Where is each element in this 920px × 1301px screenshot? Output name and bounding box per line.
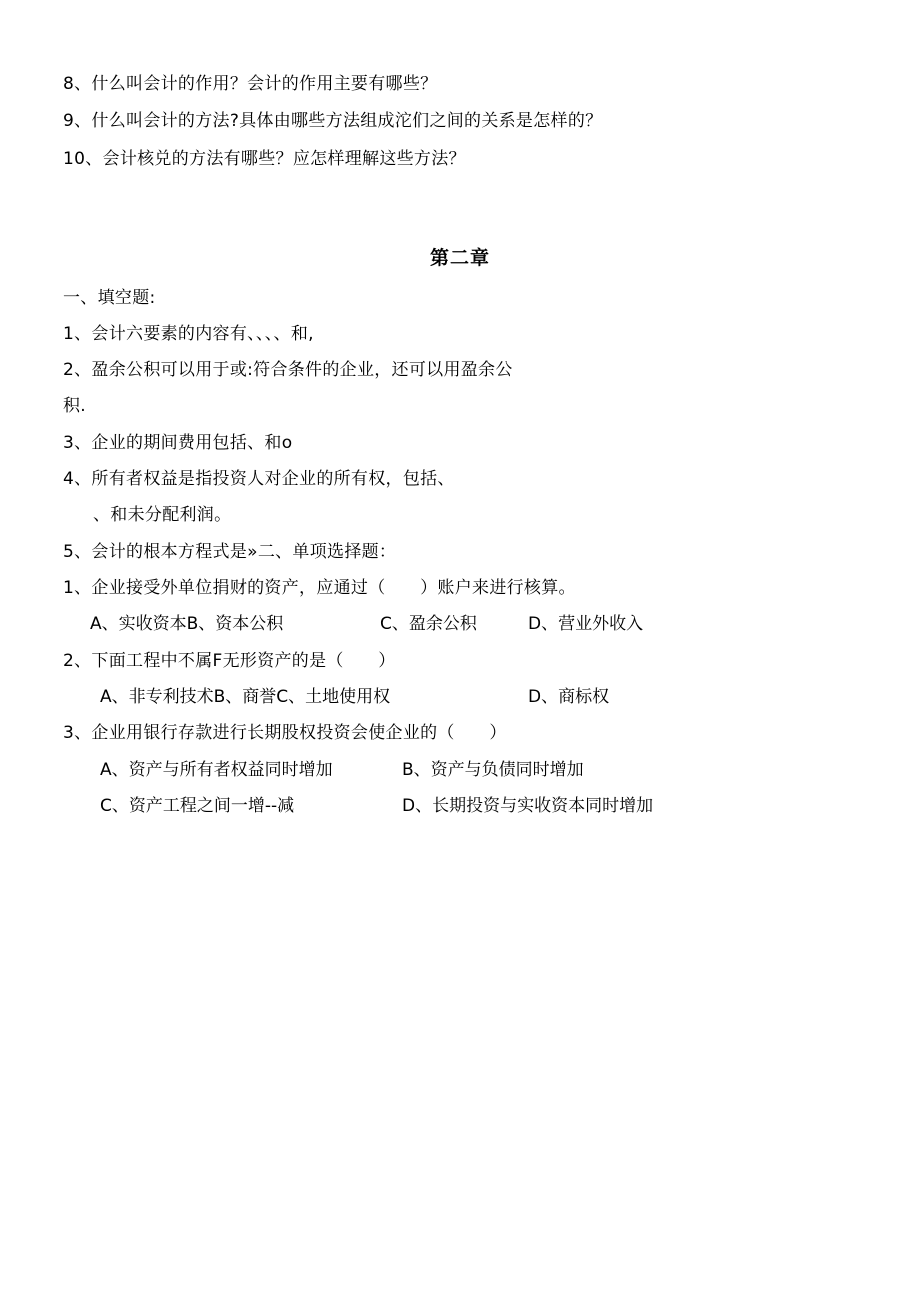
fill-item-4-cont: 、和未分配利润。 bbox=[93, 505, 232, 525]
question-9: 9、什么叫会计的方法?具体由哪些方法组成沱们之间的关系是怎样的？ bbox=[63, 111, 603, 131]
question-8: 8、什么叫会计的作用？会计的作用主要有哪些？ bbox=[63, 74, 438, 94]
choice-q3-option-d: D、长期投资与实收资本同时增加 bbox=[402, 796, 654, 816]
question-10: 10、会计核兑的方法有哪些？应怎样理解这些方法？ bbox=[63, 149, 466, 169]
fill-item-1: 1、会计六要素的内容有、、、、和, bbox=[63, 324, 314, 344]
choice-q1-option-ab: A、实收资本B、资本公积 bbox=[90, 614, 284, 634]
choice-q2-option-d: D、商标权 bbox=[528, 687, 610, 707]
choice-question-2: 2、下面工程中不属F无形资产的是（ ） bbox=[63, 651, 396, 671]
choice-q3-option-a: A、资产与所有者权益同时增加 bbox=[100, 760, 333, 780]
choice-question-3: 3、企业用银行存款进行长期股权投资会使企业的（ ） bbox=[63, 723, 507, 743]
choice-question-1: 1、企业接受外单位捐财的资产，应通过（ ）账户来进行核算。 bbox=[63, 578, 576, 598]
fill-item-3: 3、企业的期间费用包括、和o bbox=[63, 433, 293, 453]
chapter-title: 第二章 bbox=[429, 247, 490, 269]
choice-q1-option-c: C、盈余公积 bbox=[380, 614, 477, 634]
fill-section-heading: 一、填空题: bbox=[63, 288, 156, 308]
choice-q1-option-d: D、营业外收入 bbox=[528, 614, 644, 634]
choice-q3-option-c: C、资产工程之间一增--减 bbox=[100, 796, 295, 816]
fill-item-2: 2、盈余公积可以用于或:符合条件的企业，还可以用盈余公 bbox=[63, 360, 513, 380]
choice-q3-option-b: B、资产与负债同时增加 bbox=[402, 760, 584, 780]
choice-q2-option-abc: A、非专利技术B、商誉C、土地使用权 bbox=[100, 687, 391, 707]
fill-item-4: 4、所有者权益是指投资人对企业的所有权，包括、 bbox=[63, 469, 455, 489]
fill-item-2-cont: 积. bbox=[63, 396, 87, 416]
fill-item-5: 5、会计的根本方程式是»二、单项选择题： bbox=[63, 542, 397, 562]
